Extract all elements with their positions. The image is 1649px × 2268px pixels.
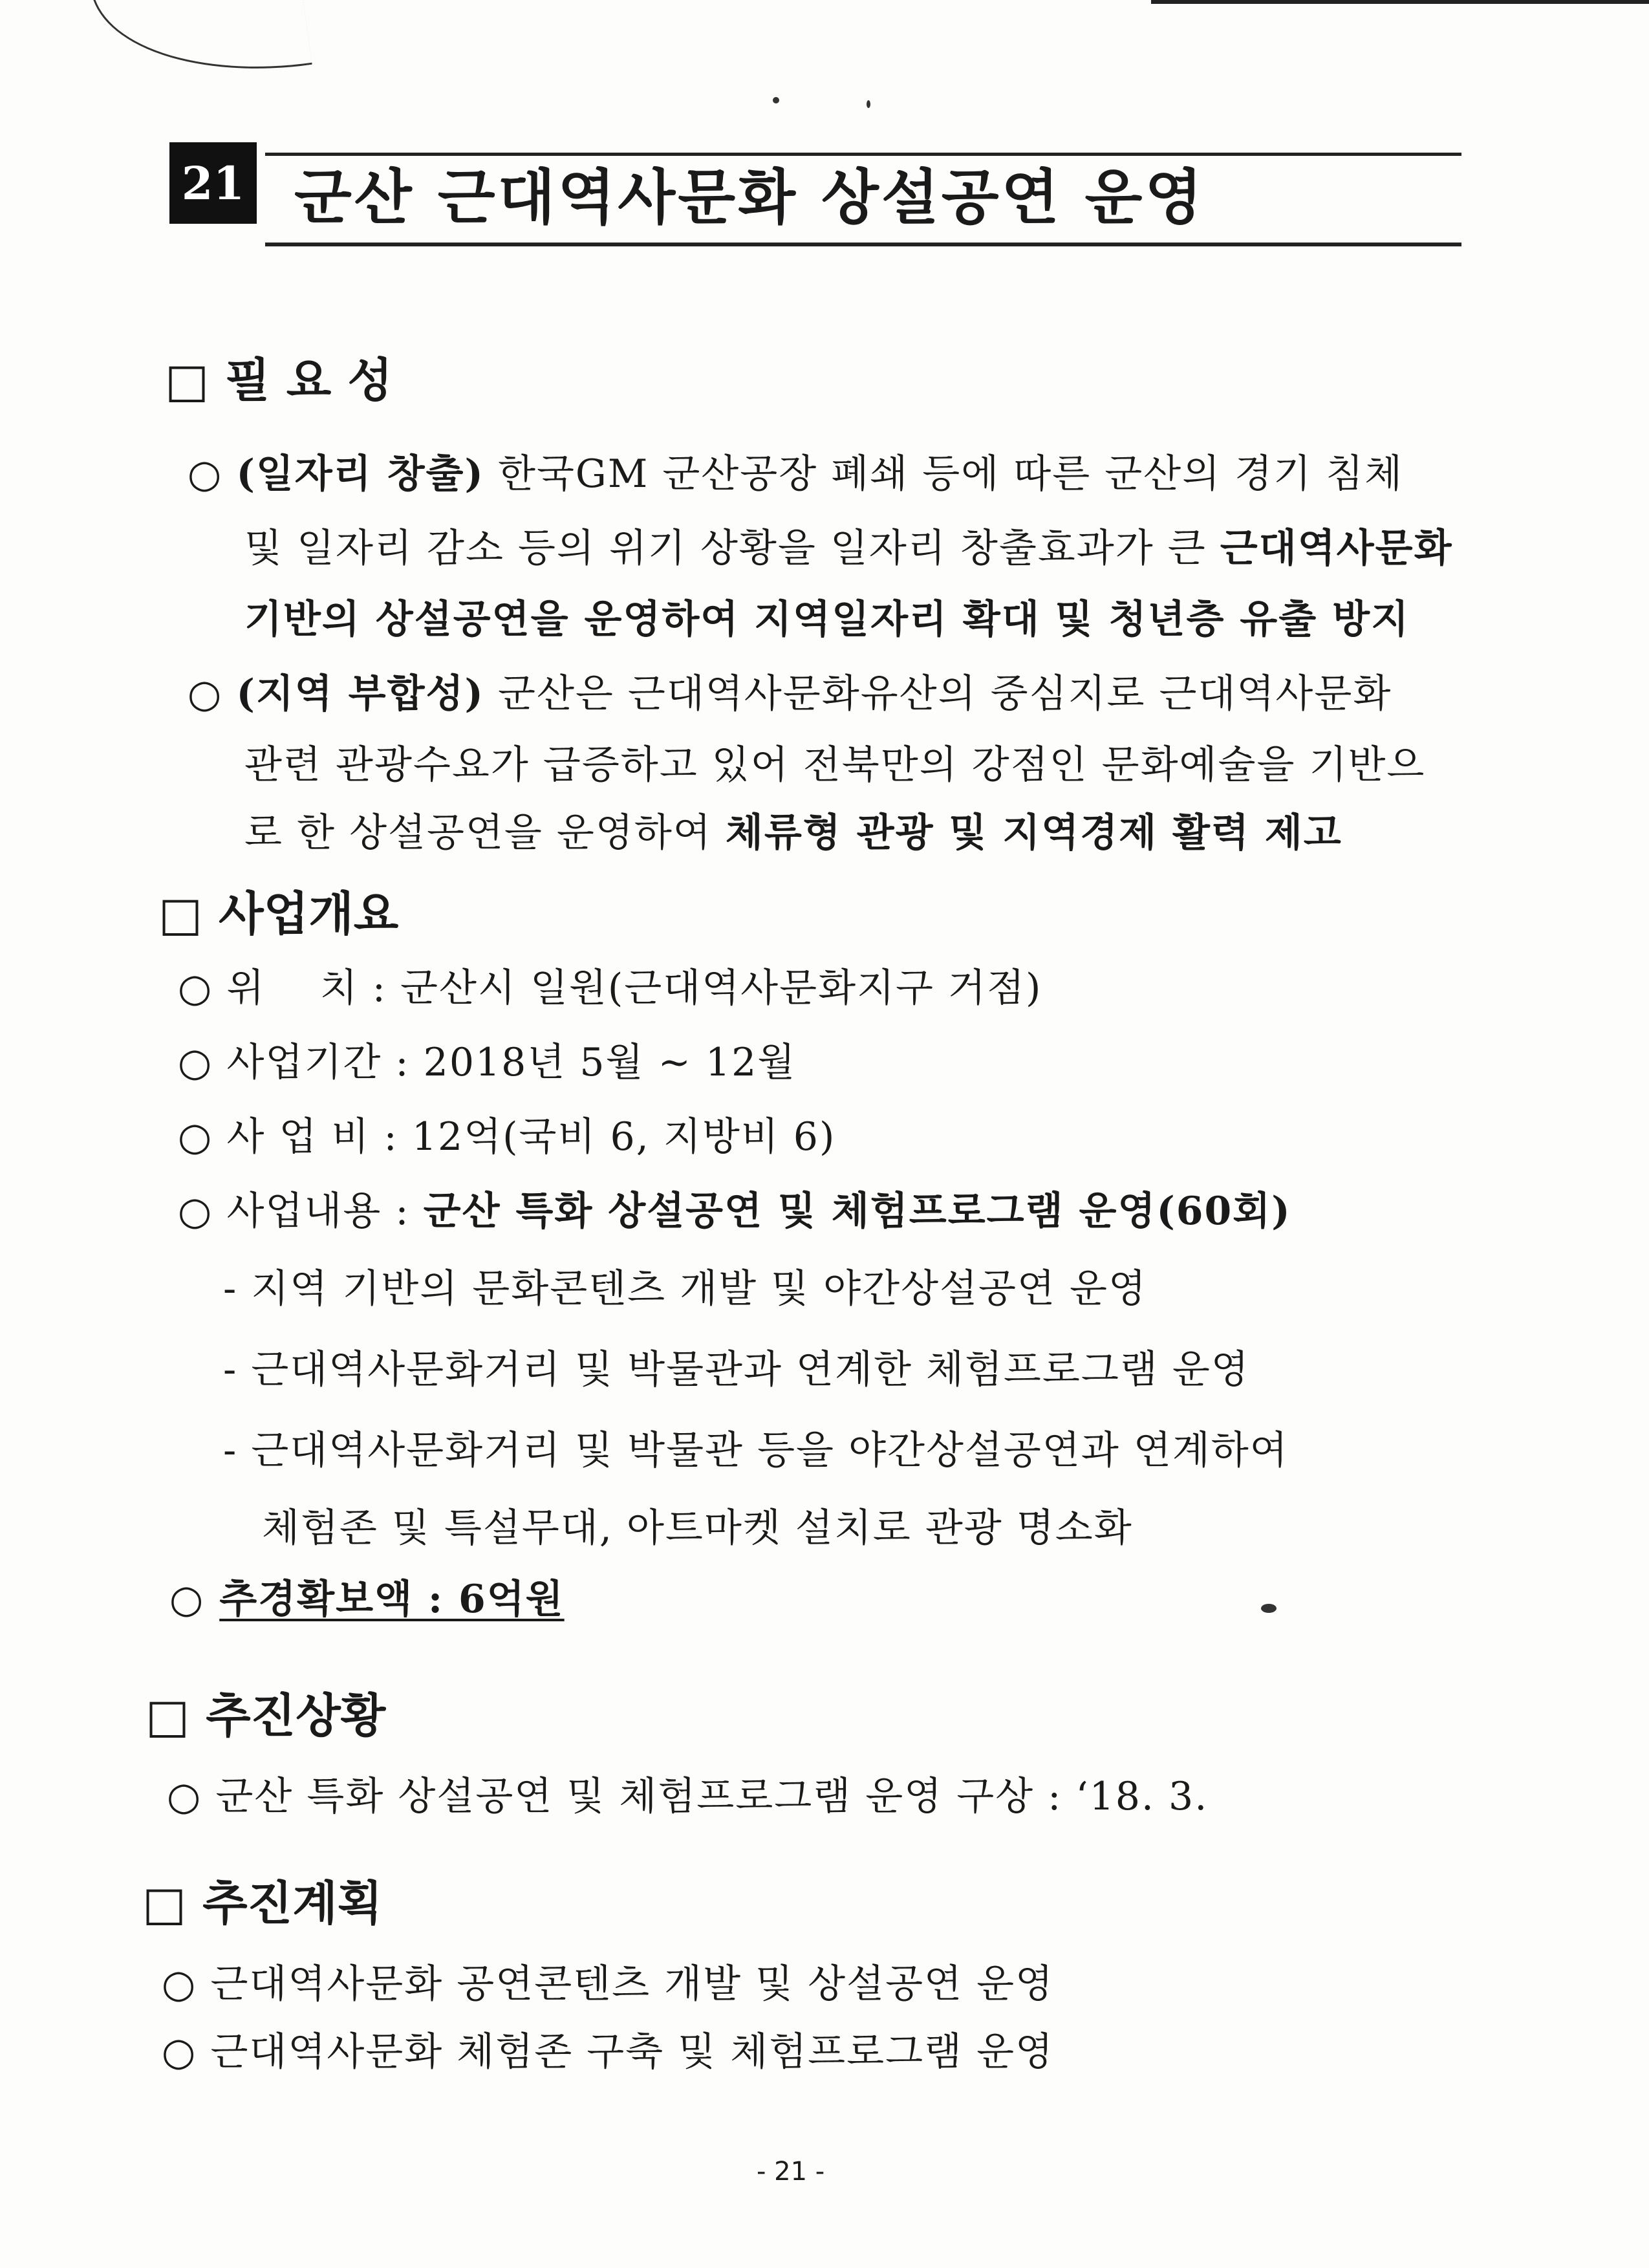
scan-speck	[867, 100, 870, 108]
bullet-icon: ○	[188, 451, 223, 497]
scan-mark	[91, 0, 312, 94]
field-value: 12억(국비 6, 지방비 6)	[411, 1114, 836, 1160]
bullet-icon: ○	[178, 1040, 213, 1085]
field-value: 군산 특화 상설공연 및 체험프로그램 운영(60회)	[423, 1189, 1291, 1234]
scan-speck	[773, 97, 779, 103]
item-emphasis: 체류형 관광 및 지역경제 활력 제고	[725, 810, 1342, 856]
page-number: - 21 -	[757, 2157, 825, 2187]
scan-edge-line	[1151, 0, 1649, 4]
field-label: 사업기간	[226, 1040, 382, 1085]
item-text: 및 일자리 감소 등의 위기 상황을 일자리 창출효과가 큰	[244, 526, 1220, 571]
field-label: 위 치	[226, 966, 359, 1011]
section-number-badge: 21	[169, 142, 257, 224]
bullet-icon: ○	[178, 966, 213, 1011]
necessity-item-2-line-3	[244, 802, 1342, 858]
bullet-icon: ○	[162, 2029, 197, 2075]
plan-item-2	[162, 2021, 1054, 2077]
bullet-icon: ○	[162, 1961, 197, 2007]
overview-period: ○ 사업기간 : 2018년 5월 ~ 12월	[178, 1040, 797, 1085]
item-text: 한국GM 군산공장 폐쇄 등에 따른 군산의 경기 침체	[484, 451, 1404, 497]
overview-sub-item-2: - 근대역사문화거리 및 박물관과 연계한 체험프로그램 운영	[223, 1347, 1250, 1392]
item-text: 군산은 근대역사문화유산의 중심지로 근대역사문화	[484, 671, 1392, 717]
section-heading: 추진계획	[202, 1876, 383, 1930]
section-heading: 필 요 성	[225, 353, 393, 407]
item-text: 근대역사문화 체험존 구축 및 체험프로그램 운영	[210, 2029, 1054, 2075]
section-box-icon: □	[142, 1876, 187, 1930]
field-label: 사업내용	[226, 1189, 382, 1234]
overview-sub-item-3-continued: 체험존 및 특설무대, 아트마켓 설치로 관광 명소화	[262, 1506, 1133, 1551]
necessity-item-1-line-3: 기반의 상설공연을 운영하여 지역일자리 확대 및 청년층 유출 방지	[244, 597, 1410, 642]
necessity-item-1-line-1	[188, 443, 1403, 499]
overview-supplementary-budget	[169, 1568, 565, 1624]
section-necessity	[165, 343, 393, 410]
item-text: 군산 특화 상설공연 및 체험프로그램 운영 구상 : ‘18. 3.	[215, 1774, 1209, 1819]
item-text: 근대역사문화 공연콘텐츠 개발 및 상설공연 운영	[210, 1961, 1054, 2007]
section-heading: 사업개요	[219, 887, 399, 941]
item-emphasis: 근대역사문화	[1220, 526, 1453, 571]
plan-item-1	[162, 1953, 1054, 2009]
necessity-item-2-line-2: 관련 관광수요가 급증하고 있어 전북만의 강점인 문화예술을 기반으	[244, 742, 1426, 788]
status-item-1	[167, 1766, 1208, 1821]
overview-location: ○ 위 치 : 군산시 일원(근대역사문화지구 거점)	[178, 966, 1042, 1011]
section-heading: 추진상황	[206, 1689, 386, 1743]
overview-sub-item-1: - 지역 기반의 문화콘텐츠 개발 및 야간상설공연 운영	[223, 1266, 1147, 1312]
section-status	[146, 1678, 385, 1745]
bullet-icon: ○	[178, 1114, 213, 1160]
section-box-icon: □	[165, 353, 210, 407]
bullet-icon: ○	[178, 1189, 213, 1234]
bullet-icon: ○	[188, 671, 223, 717]
title-rule-bottom	[265, 243, 1461, 246]
section-box-icon: □	[158, 887, 203, 941]
necessity-item-2-line-1	[188, 663, 1392, 718]
section-box-icon: □	[146, 1689, 190, 1743]
supplementary-value: 추경확보액 : 6억원	[219, 1577, 565, 1622]
bullet-icon: ○	[167, 1774, 202, 1819]
field-value: 2018년 5월 ~ 12월	[423, 1040, 797, 1085]
overview-budget: ○ 사 업 비 : 12억(국비 6, 지방비 6)	[178, 1114, 836, 1160]
item-text: 로 한 상설공연을 운영하여	[244, 810, 726, 856]
section-overview	[158, 876, 398, 944]
necessity-item-1-line-2	[244, 517, 1453, 573]
section-plan	[142, 1866, 382, 1933]
page-title: 군산 근대역사문화 상설공연 운영	[294, 163, 1205, 232]
bullet-icon: ○	[169, 1577, 205, 1622]
scan-speck	[1261, 1604, 1277, 1613]
overview-sub-item-3: - 근대역사문화거리 및 박물관 등을 야간상설공연과 연계하여	[223, 1428, 1289, 1473]
item-label: (지역 부합성)	[236, 671, 484, 717]
field-value: 군산시 일원(근대역사문화지구 거점)	[400, 966, 1042, 1011]
field-label: 사 업 비	[226, 1114, 371, 1160]
overview-content: ○ 사업내용 : 군산 특화 상설공연 및 체험프로그램 운영(60회)	[178, 1189, 1291, 1234]
item-label: (일자리 창출)	[236, 451, 484, 497]
